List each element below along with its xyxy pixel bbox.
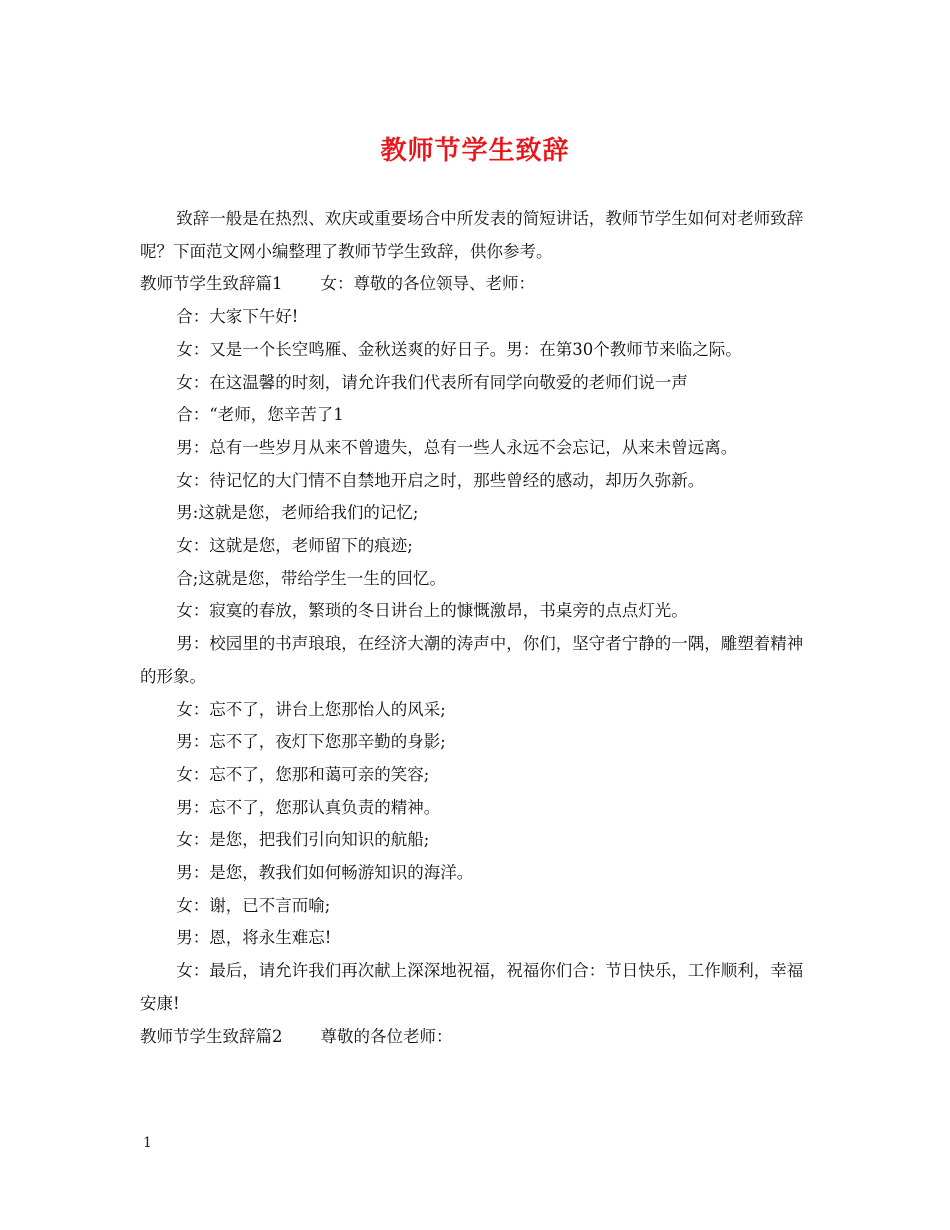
dialogue-line: 女：忘不了，讲台上您那怡人的风采; <box>176 699 446 719</box>
section-2-heading-line <box>140 1021 812 1054</box>
document-body <box>140 203 812 1053</box>
page-number: 1 <box>143 1135 152 1151</box>
dialogue-line: 合;这就是您，带给学生一生的回忆。 <box>176 568 446 588</box>
dialogue-line: 合：大家下午好! <box>176 307 299 327</box>
section-1-heading-line <box>140 268 812 301</box>
dialogue-line: 女：在这温馨的时刻，请允许我们代表所有同学向敬爱的老师们说一声 <box>176 372 688 392</box>
section-2-heading: 教师节学生致辞篇2 <box>140 1026 283 1046</box>
dialogue-line: 男:这就是您，老师给我们的记忆; <box>176 503 419 523</box>
dialogue-line: 女：忘不了，您那和蔼可亲的笑容; <box>176 764 430 784</box>
dialogue-line: 男：总有一些岁月从来不曾遗失，总有一些人永远不会忘记，从来未曾远离。 <box>176 437 738 457</box>
dialogue-line: 男：忘不了，夜灯下您那辛勤的身影; <box>176 732 446 752</box>
dialogue-line: 男：忘不了，您那认真负责的精神。 <box>176 797 441 817</box>
document-title: 教师节学生致辞 <box>380 136 570 166</box>
dialogue-line: 女：这就是您，老师留下的痕迹; <box>176 536 413 556</box>
section-1-heading: 教师节学生致辞篇1 <box>140 274 283 294</box>
dialogue-line: 女：是您，把我们引向知识的航船; <box>176 830 430 850</box>
section-2-heading-tail: 尊敬的各位老师： <box>320 1026 453 1046</box>
dialogue-line: 男：是您，教我们如何畅游知识的海洋。 <box>176 863 474 883</box>
dialogue-line: 女：谢，已不言而喻; <box>176 895 331 915</box>
dialogue-line: 女：最后，请允许我们再次献上深深地祝福，祝福你们合：节日快乐，工作顺利，幸福安康! <box>140 961 804 1013</box>
dialogue-line: 女：待记忆的大门情不自禁地开启之时，那些曾经的感动，却历久弥新。 <box>176 470 705 490</box>
dialogue-line: 男：校园里的书声琅琅，在经济大潮的涛声中，你们，坚守者宁静的一隅，雕塑着精神的形象。 <box>140 634 804 686</box>
dialogue-line: 合：“老师，您辛苦了1 <box>176 405 344 425</box>
intro-paragraph: 致辞一般是在热烈、欢庆或重要场合中所发表的简短讲话，教师节学生如何对老师致辞呢？下面范文网小编整理了教师节学生致辞，供你参考。 <box>140 209 804 261</box>
section-1-heading-tail: 女：尊敬的各位领导、老师： <box>320 274 535 294</box>
dialogue-line: 女：又是一个长空鸣雁、金秋送爽的好日子。男：在第30个教师节来临之际。 <box>176 339 742 359</box>
dialogue-line: 男：恩，将永生难忘! <box>176 928 332 948</box>
dialogue-line: 女：寂寞的春放，繁琐的冬日讲台上的慷慨激昂，书桌旁的点点灯光。 <box>176 601 688 621</box>
